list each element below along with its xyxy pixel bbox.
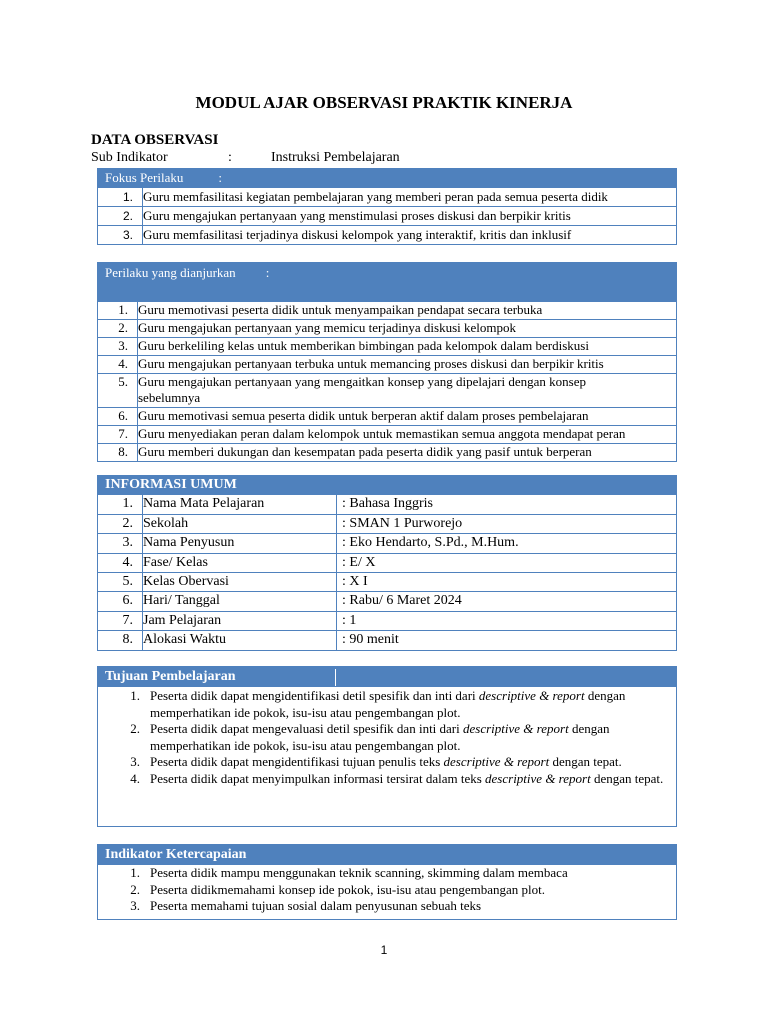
tujuan-list (98, 687, 676, 787)
sub-indikator-row (91, 150, 400, 166)
list-item: 3. Peserta memahami tujuan sosial dalam penyusunan sebuah teks (98, 898, 676, 915)
fokus-perilaku-header (98, 169, 677, 188)
info-value: : Bahasa Inggris (337, 495, 677, 514)
info-value: : Rabu/ 6 Maret 2024 (337, 592, 677, 611)
table-row (98, 426, 677, 444)
table-row (98, 226, 677, 245)
item-text: Guru mengajukan pertanyaan yang mengaitkan konsep yang dipelajari dengan konsep sebelumnya (138, 374, 677, 408)
item-number: 4. (98, 553, 143, 572)
table-row (98, 592, 677, 611)
table-row (98, 573, 677, 592)
item-text: Guru berkeliling kelas untuk memberikan bimbingan pada kelompok dalam berdiskusi (138, 338, 677, 356)
list-item: 4. Peserta didik dapat menyimpulkan informasi tersirat dalam teks descriptive & report dengan tepat. (98, 771, 676, 788)
item-number: 5. (98, 374, 138, 408)
informasi-umum-table (97, 475, 677, 651)
tujuan-pembelajaran-panel (97, 666, 677, 827)
info-value: : SMAN 1 Purworejo (337, 514, 677, 533)
item-text: Guru mengajukan pertanyaan yang menstimulasi proses diskusi dan berpikir kritis (143, 207, 677, 226)
data-observasi-heading: DATA OBSERVASI (91, 132, 219, 148)
indikator-ketercapaian-title: Indikator Ketercapaian (105, 847, 247, 862)
item-number: 2. (98, 514, 143, 533)
info-label: Sekolah (143, 514, 337, 533)
item-number: 1. (130, 688, 140, 703)
table-row (98, 611, 677, 630)
item-number: 7. (98, 426, 138, 444)
table-row (98, 338, 677, 356)
table-row (98, 188, 677, 207)
table-row (98, 495, 677, 514)
item-number: 6. (98, 592, 143, 611)
document-title: MODUL AJAR OBSERVASI PRAKTIK KINERJA (195, 93, 573, 112)
tujuan-pembelajaran-header (98, 667, 676, 687)
item-number: 5. (98, 573, 143, 592)
table-row (98, 534, 677, 553)
indikator-list (98, 865, 676, 915)
item-number: 1. (130, 865, 140, 880)
perilaku-dianjurkan-table (97, 262, 677, 462)
list-item: 2. Peserta didik dapat mengevaluasi detil spesifik dan inti dari descriptive & report dengan memperhatikan ide pokok, isu-isu atau pengembangan plot. (98, 721, 676, 754)
item-number: 6. (98, 408, 138, 426)
item-text: Guru memberi dukungan dan kesempatan pada peserta didik yang pasif untuk berperan (138, 444, 677, 462)
sub-indikator-value: Instruksi Pembelajaran (271, 150, 400, 165)
info-label: Jam Pelajaran (143, 611, 337, 630)
informasi-umum-header (98, 476, 677, 495)
item-number: 4. (130, 770, 140, 786)
tujuan-pembelajaran-title: Tujuan Pembelajaran (105, 669, 236, 684)
header-divider (335, 669, 336, 686)
informasi-umum-title: INFORMASI UMUM (98, 476, 337, 495)
item-number: 3. (130, 754, 140, 769)
info-label: Alokasi Waktu (143, 631, 337, 650)
item-text: Guru memotivasi peserta didik untuk menyampaikan pendapat secara terbuka (138, 302, 677, 320)
item-number: 2. (98, 207, 143, 226)
item-text: Guru menyediakan peran dalam kelompok untuk memastikan semua anggota mendapat peran (138, 426, 677, 444)
item-number: 8. (98, 631, 143, 650)
item-number: 2. (130, 881, 140, 897)
table-row (98, 302, 677, 320)
item-number: 2. (130, 721, 140, 736)
info-value: : 1 (337, 611, 677, 630)
list-item: 1. Peserta didik mampu menggunakan teknik scanning, skimming dalam membaca (98, 865, 676, 882)
table-row (98, 356, 677, 374)
info-label: Fase/ Kelas (143, 553, 337, 572)
info-label: Kelas Obervasi (143, 573, 337, 592)
fokus-perilaku-title: Fokus Perilaku (105, 170, 184, 185)
sub-indikator-colon: : (228, 150, 232, 165)
sub-indikator-label: Sub Indikator (91, 150, 168, 165)
table-row (98, 320, 677, 338)
info-label: Hari/ Tanggal (143, 592, 337, 611)
table-row (98, 553, 677, 572)
item-number: 2. (98, 320, 138, 338)
table-row (98, 374, 677, 408)
item-text: Guru mengajukan pertanyaan terbuka untuk memancing proses diskusi dan berpikir kritis (138, 356, 677, 374)
item-number: 3. (98, 226, 143, 245)
table-row (98, 207, 677, 226)
info-value: : Eko Hendarto, S.Pd., M.Hum. (337, 534, 677, 553)
table-row (98, 408, 677, 426)
table-row (98, 631, 677, 650)
item-text: Guru mengajukan pertanyaan yang memicu terjadinya diskusi kelompok (138, 320, 677, 338)
item-number: 3. (98, 338, 138, 356)
info-label: Nama Penyusun (143, 534, 337, 553)
page-number: 1 (380, 943, 388, 957)
item-number: 1. (98, 495, 143, 514)
table-row (98, 444, 677, 462)
item-number: 3. (98, 534, 143, 553)
item-number: 7. (98, 611, 143, 630)
info-value: : E/ X (337, 553, 677, 572)
info-value: : X I (337, 573, 677, 592)
item-number: 4. (98, 356, 138, 374)
list-item: 1. Peserta didik dapat mengidentifikasi detil spesifik dan inti dari descriptive & report dengan memperhatikan ide pokok, isu-isu atau pengembangan plot. (98, 688, 676, 721)
indikator-ketercapaian-header (98, 845, 676, 865)
indikator-ketercapaian-panel (97, 844, 677, 920)
perilaku-dianjurkan-colon: : (265, 265, 270, 280)
list-item: 3. Peserta didik dapat mengidentifikasi tujuan penulis teks descriptive & report dengan tepat. (98, 754, 676, 771)
fokus-perilaku-table (97, 168, 677, 245)
table-row (98, 514, 677, 533)
item-number: 1. (98, 188, 143, 207)
item-text: Guru memfasilitasi kegiatan pembelajaran yang memberi peran pada semua peserta didik (143, 188, 677, 207)
fokus-perilaku-colon: : (218, 170, 222, 185)
item-number: 1. (98, 302, 138, 320)
perilaku-dianjurkan-title: Perilaku yang dianjurkan (105, 265, 236, 280)
perilaku-dianjurkan-header (98, 263, 677, 302)
item-text: Guru memotivasi semua peserta didik untuk berperan aktif dalam proses pembelajaran (138, 408, 677, 426)
info-value: : 90 menit (337, 631, 677, 650)
info-label: Nama Mata Pelajaran (143, 495, 337, 514)
list-item: 2. Peserta didikmemahami konsep ide pokok, isu-isu atau pengembangan plot. (98, 882, 676, 899)
item-number: 3. (130, 898, 140, 913)
item-text: Guru memfasilitasi terjadinya diskusi kelompok yang interaktif, kritis dan inklusif (143, 226, 677, 245)
item-number: 8. (98, 444, 138, 462)
